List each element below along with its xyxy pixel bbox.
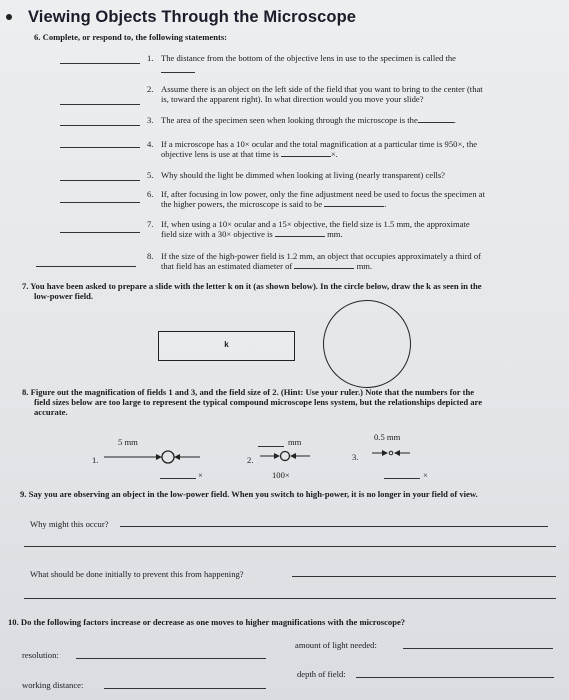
field-3-mag-blank[interactable] [384, 478, 420, 479]
q9-line1 [20, 489, 478, 499]
q7-number: 7. [22, 281, 29, 291]
q6-7-unit: mm. [327, 229, 343, 239]
field-2-size-blank[interactable] [258, 446, 284, 447]
q6-4-number: 4. [147, 139, 154, 149]
q6-8-line2-text: that field has an estimated diameter of [161, 261, 293, 271]
field-3-size: 0.5 mm [374, 432, 401, 442]
field-3-number: 3. [352, 452, 359, 462]
q6-4-text-line2 [161, 149, 338, 159]
field-2-number: 2. [247, 455, 254, 465]
q6-5-number: 5. [147, 170, 154, 180]
q6-7-number: 7. [147, 219, 154, 229]
q7-text: You have been asked to prepare a slide with the letter k on it (as shown below). In the circle below, draw the k as seen in the [30, 281, 482, 291]
q6-3-number: 3. [147, 115, 154, 125]
q10-line1 [8, 617, 405, 627]
q6-8-answer-blank[interactable] [36, 266, 136, 267]
q7-line2: low-power field. [34, 291, 94, 301]
q9-prevent-answer-line1[interactable] [292, 576, 556, 577]
q9-prevent-answer-line2[interactable] [24, 598, 556, 599]
q9-number: 9. [20, 489, 27, 499]
q6-7-text-line2 [161, 229, 343, 239]
q6-4-answer-blank[interactable] [60, 147, 140, 148]
q6-2-number: 2. [147, 84, 154, 94]
q9-why-answer-line2[interactable] [24, 546, 556, 547]
q6-6-inline-blank[interactable] [324, 206, 384, 207]
q6-6-answer-blank[interactable] [60, 202, 140, 203]
field-2-size: mm [288, 437, 302, 447]
q10-number: 10. [8, 617, 19, 627]
q6-8-text-line2 [161, 261, 372, 271]
q8-number: 8. [22, 387, 29, 397]
q6-1-number: 1. [147, 53, 154, 63]
q6-header [34, 32, 227, 42]
q6-6-text-line1: If, after focusing in low power, only the fine adjustment need be used to focus the specimen at [161, 189, 485, 199]
q6-4-inline-blank[interactable] [281, 156, 331, 157]
field-2-mag: 100× [272, 470, 290, 480]
q6-6-line2-text: the higher powers, the microscope is said to be [161, 199, 323, 209]
q10-resolution-blank[interactable] [76, 658, 266, 659]
q10-depth-label: depth of field: [297, 669, 346, 679]
q7-line1 [22, 281, 482, 291]
field-3-mag: × [423, 470, 428, 480]
q6-6-text-line2 [161, 199, 386, 209]
slide-letter-box [158, 331, 295, 361]
q9-why-label: Why might this occur? [30, 519, 109, 529]
field-3-diagram [370, 446, 420, 460]
q6-7-answer-blank[interactable] [60, 232, 140, 233]
q9-why-answer-line1[interactable] [120, 526, 548, 527]
q6-4-text-line1: If a microscope has a 10× ocular and the total magnification at a particular time is 950×, the [161, 139, 478, 149]
q6-5-text: Why should the light be dimmed when looking at living (nearly transparent) cells? [161, 170, 446, 180]
field-1-size: 5 mm [118, 437, 138, 447]
q6-7-text-line1: If, when using a 10× ocular and a 15× objective, the field size is 1.5 mm, the approximate [161, 219, 470, 229]
q10-resolution-label: resolution: [22, 650, 59, 660]
q8-line2: field sizes below are too large to represent the typical compound microscope lens system, but the relationships depicted are [34, 397, 483, 407]
q6-4-line2-text: objective lens is use at that time is [161, 149, 279, 159]
q6-8-number: 8. [147, 251, 154, 261]
q9-prevent-label: What should be done initially to prevent this from happening? [30, 569, 244, 579]
page-title: Viewing Objects Through the Microscope [28, 8, 357, 26]
q8-text: Figure out the magnification of fields 1 and 3, and the field size of 2. (Hint: Use your ruler.) Note that the numbers for the [30, 387, 475, 397]
q6-3-answer-blank[interactable] [60, 125, 140, 126]
q6-3-text-line: The area of the specimen seen when looking through the microscope is the [161, 115, 418, 125]
q6-1-inline-blank[interactable] [161, 72, 195, 73]
q6-3-inline-blank[interactable] [418, 122, 454, 123]
q6-2-text-line1: Assume there is an object on the left side of the field that you want to bring to the center (that [161, 84, 483, 94]
q8-line3: accurate. [34, 407, 68, 417]
q6-6-number: 6. [147, 189, 154, 199]
q6-1-answer-blank[interactable] [60, 63, 140, 64]
field-2-diagram [258, 449, 318, 463]
field-1-mag-blank[interactable] [160, 478, 196, 479]
q6-3-text: The area of the specimen seen when looking through the microscope is the . [161, 115, 456, 125]
q6-2-text-line2: is, toward the apparent right). In what direction would you move your slide? [161, 94, 424, 104]
field-1-diagram [102, 446, 202, 468]
q6-8-unit: mm. [356, 261, 373, 271]
low-power-field-circle[interactable] [323, 300, 411, 388]
q6-8-inline-blank[interactable] [294, 268, 354, 269]
q8-line1 [22, 387, 474, 397]
q10-light-label: amount of light needed: [295, 640, 377, 650]
q10-working-blank[interactable] [104, 688, 266, 689]
slide-letter: k [224, 340, 229, 349]
q6-5-answer-blank[interactable] [60, 180, 140, 181]
q6-8-text-line1: If the size of the high-power field is 1.2 mm, an object that occupies approximately a third of [161, 251, 482, 261]
q6-number: 6. [34, 32, 41, 42]
q10-light-blank[interactable] [403, 648, 553, 649]
q10-depth-blank[interactable] [356, 677, 554, 678]
q10-text: Do the following factors increase or decrease as one moves to higher magnifications with the microscope? [20, 617, 406, 627]
binder-hole [6, 14, 12, 20]
q9-text: Say you are observing an object in the low-power field. When you switch to high-power, it is no longer in your field of view. [28, 489, 478, 499]
field-1-number: 1. [92, 455, 99, 465]
q6-1-text: The distance from the bottom of the objective lens in use to the specimen is called the [161, 53, 456, 63]
q6-7-line2-text: field size with a 30× objective is [161, 229, 273, 239]
field-1-mag: × [198, 470, 203, 480]
q6-4-unit: ×. [330, 149, 338, 159]
q6-2-answer-blank[interactable] [60, 104, 140, 105]
q6-prompt: Complete, or respond to, the following statements: [42, 32, 228, 42]
q6-6-period: . [384, 199, 387, 209]
q10-working-label: working distance: [22, 680, 84, 690]
q6-7-inline-blank[interactable] [275, 236, 325, 237]
